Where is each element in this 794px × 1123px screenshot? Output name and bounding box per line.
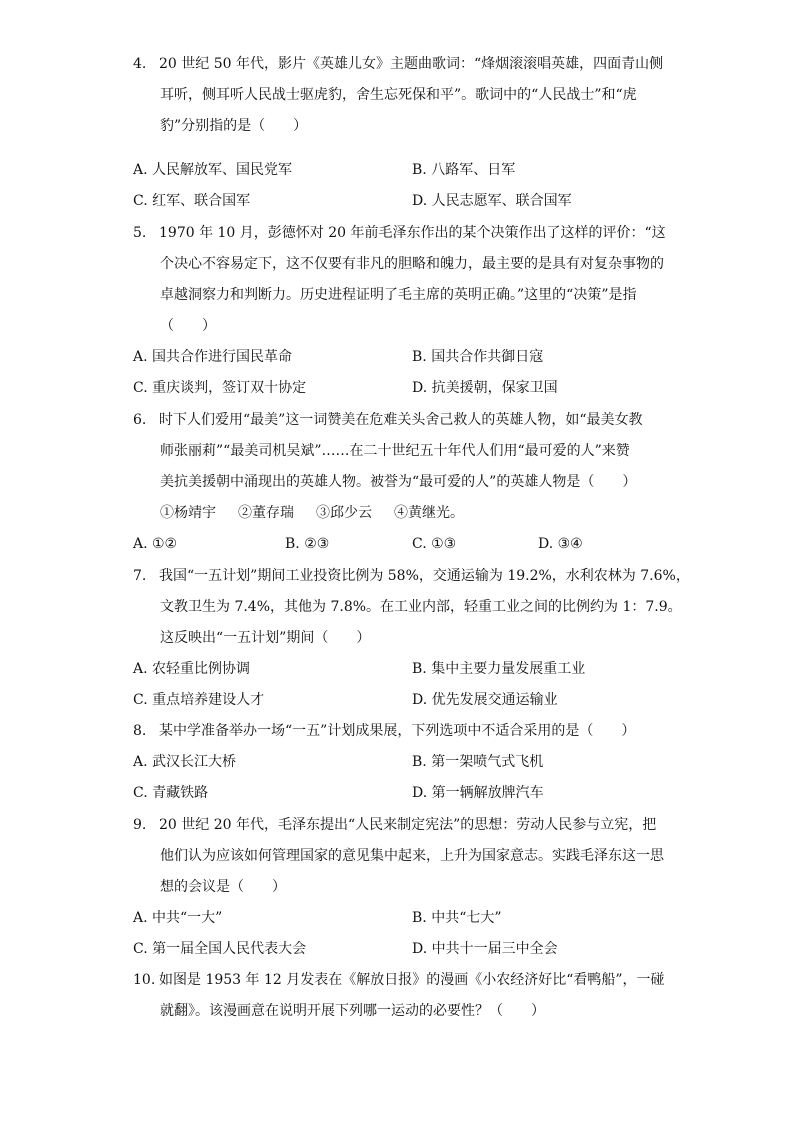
option-c[interactable]: C. 重点培养建设人才 bbox=[133, 692, 265, 708]
options-q8 bbox=[133, 747, 693, 809]
question-number: 8. bbox=[133, 723, 147, 739]
option-d[interactable]: D. ③④ bbox=[538, 536, 583, 552]
sub-item: ④黄继光。 bbox=[394, 505, 464, 521]
question-stem-line: 耳听，侧耳听人民战士驱虎豹，舍生忘死保和平”。歌词中的“人民战士”和“虎 bbox=[160, 87, 637, 103]
option-d[interactable]: D. 抗美援朝，保家卫国 bbox=[412, 380, 558, 396]
question-number: 10. bbox=[133, 972, 156, 988]
question-number: 6. bbox=[133, 412, 147, 428]
option-c[interactable]: C. 重庆谈判，签订双十协定 bbox=[133, 380, 307, 396]
question-stem-line: （ ） bbox=[160, 318, 216, 334]
sub-item: ③邱少云 bbox=[316, 505, 372, 521]
question-number: 4. bbox=[133, 56, 147, 72]
option-c[interactable]: C. 第一届全国人民代表大会 bbox=[133, 941, 307, 957]
question-stem-line: 5. 1970 年 10 月，彭德怀对 20 年前毛泽东作出的某个决策作出了这样的评价：“这 bbox=[133, 218, 673, 249]
question-sub-items bbox=[133, 498, 673, 529]
question-stem-line: 美抗美援朝中涌现出的英雄人物。被誉为“最可爱的人”的英雄人物是（ ） bbox=[160, 474, 637, 490]
question-number: 5. bbox=[133, 225, 147, 241]
option-b[interactable]: B. 国共合作共御日寇 bbox=[412, 349, 544, 365]
option-d[interactable]: D. 优先发展交通运输业 bbox=[412, 692, 558, 708]
question-number: 9. bbox=[133, 817, 147, 833]
options-q6 bbox=[133, 529, 693, 560]
option-b[interactable]: B. 八路军、日军 bbox=[412, 162, 516, 178]
sub-item: ②董存瑞 bbox=[238, 505, 294, 521]
question-stem-line: 他们认为应该如何管理国家的意见集中起来，上升为国家意志。实践毛泽东这一思 bbox=[160, 848, 664, 864]
question-stem-line: 6. 时下人们爱用“最美”这一词赞美在危难关头舍己救人的英雄人物，如“最美女教 bbox=[133, 405, 673, 436]
options-q5 bbox=[133, 342, 693, 404]
option-a[interactable]: A. 农轻重比例协调 bbox=[133, 661, 251, 677]
question-stem-line: 豹”分别指的是（ ） bbox=[160, 118, 308, 134]
options-q7 bbox=[133, 654, 693, 716]
question-stem-line: 10. 如图是 1953 年 12 月发表在《解放日报》的漫画《小农经济好比“看鸭船”，一碰 bbox=[133, 965, 673, 996]
option-a[interactable]: A. 中共“一大” bbox=[133, 910, 223, 926]
option-b[interactable]: B. 集中主要力量发展重工业 bbox=[412, 661, 586, 677]
question-6 bbox=[133, 405, 673, 529]
question-8 bbox=[133, 716, 673, 747]
option-d[interactable]: D. 中共十一届三中全会 bbox=[412, 941, 558, 957]
question-9 bbox=[133, 810, 673, 903]
options-q4 bbox=[133, 155, 693, 217]
question-stem-line: 7. 我国“一五计划”期间工业投资比例为 58%，交通运输为 19.2%，水利农林为 7.6%， bbox=[133, 561, 673, 592]
option-b[interactable]: B. ②③ bbox=[285, 536, 330, 552]
question-stem-line: 文教卫生为 7.4%，其他为 7.8%。在工业内部，轻重工业之间的比例约为 1：7.9。 bbox=[160, 599, 682, 615]
option-a[interactable]: A. 国共合作进行国民革命 bbox=[133, 349, 293, 365]
option-a[interactable]: A. 人民解放军、国民党军 bbox=[133, 162, 293, 178]
sub-item: ①杨靖宇 bbox=[160, 505, 216, 521]
question-stem-line: 个决心不容易定下，这不仅要有非凡的胆略和魄力，最主要的是具有对复杂事物的 bbox=[160, 256, 664, 272]
question-7 bbox=[133, 561, 690, 654]
question-number: 7. bbox=[133, 568, 147, 584]
options-q9 bbox=[133, 903, 693, 965]
question-5 bbox=[133, 218, 673, 342]
option-c[interactable]: C. 青藏铁路 bbox=[133, 785, 209, 801]
option-c[interactable]: C. 红军、联合国军 bbox=[133, 193, 251, 209]
question-4 bbox=[133, 49, 673, 142]
option-d[interactable]: D. 第一辆解放牌汽车 bbox=[412, 785, 544, 801]
question-stem-line: 这反映出“一五计划”期间（ ） bbox=[160, 630, 371, 646]
option-d[interactable]: D. 人民志愿军、联合国军 bbox=[412, 193, 572, 209]
option-c[interactable]: C. ①③ bbox=[412, 536, 457, 552]
question-stem-line: 师张丽莉”“最美司机吴斌”……在二十世纪五十年代人们用“最可爱的人”来赞 bbox=[160, 443, 630, 459]
option-a[interactable]: A. ①② bbox=[133, 536, 178, 552]
question-stem-line: 就翻》。该漫画意在说明开展下列哪一运动的必要性？（ ） bbox=[160, 1003, 545, 1019]
question-stem-line: 想的会议是（ ） bbox=[160, 879, 286, 895]
question-stem-line: 卓越洞察力和判断力。历史进程证明了毛主席的英明正确。”这里的“决策”是指 bbox=[160, 287, 637, 303]
option-b[interactable]: B. 中共“七大” bbox=[412, 910, 502, 926]
option-b[interactable]: B. 第一架喷气式飞机 bbox=[412, 754, 544, 770]
question-stem-line: 8. 某中学准备举办一场“一五”计划成果展，下列选项中不适合采用的是（ ） bbox=[133, 716, 673, 747]
question-10 bbox=[133, 965, 673, 1027]
option-a[interactable]: A. 武汉长江大桥 bbox=[133, 754, 237, 770]
question-stem-line: 4. 20 世纪 50 年代，影片《英雄儿女》主题曲歌词：“烽烟滚滚唱英雄，四面青山侧 bbox=[133, 49, 673, 80]
question-stem-line: 9. 20 世纪 20 年代，毛泽东提出“人民来制定宪法”的思想：劳动人民参与立宪，把 bbox=[133, 810, 673, 841]
